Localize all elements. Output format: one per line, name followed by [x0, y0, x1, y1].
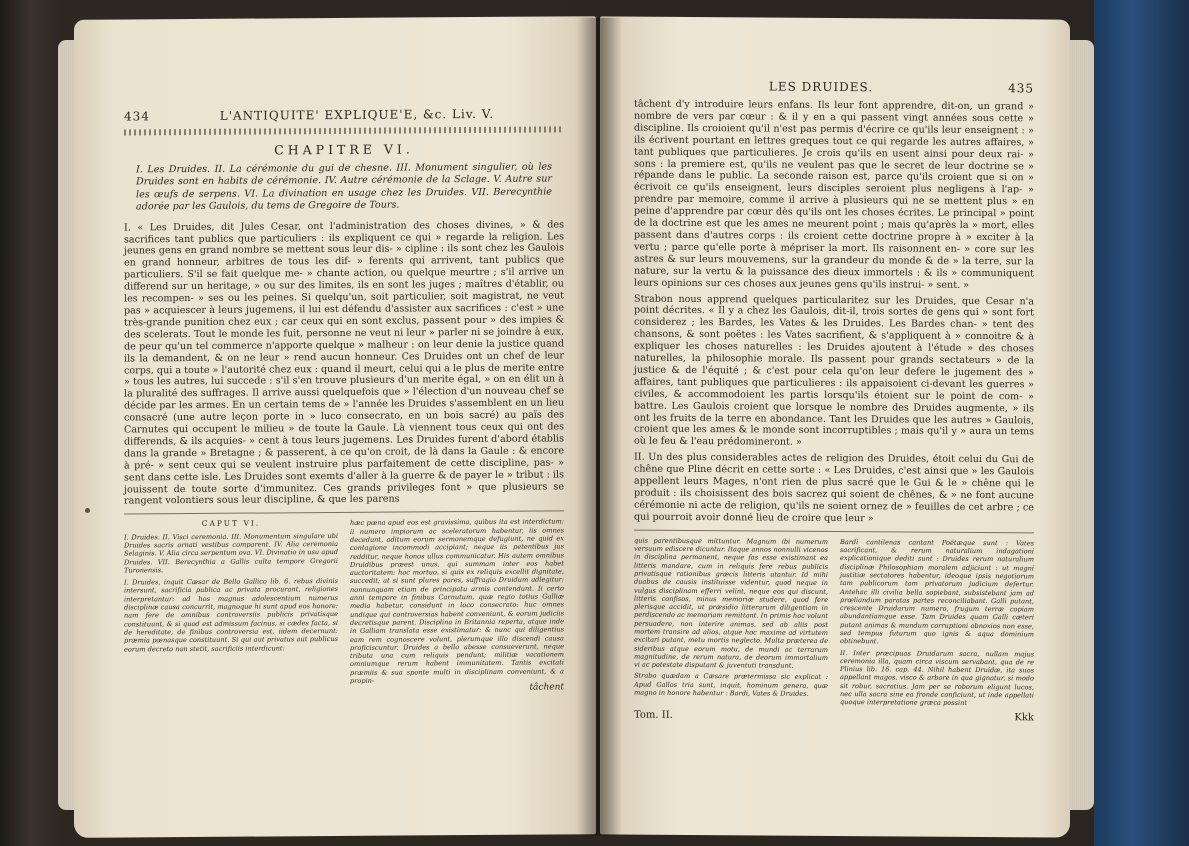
notes-caption: CAPUT VI. — [201, 518, 261, 529]
right-notes — [634, 536, 1034, 708]
notes-text: hæc pœna apud eos est gravissima, quibus ita est interdictum: ii numero impiorum ac sceleratorum habentur, iis omnes decedunt, aditum eorum sermonemque defugiunt, ne quid ex contagione incommodi accipiant; neque iis petentibus jus redditur, neque honos ullus communicatur. His autem omnibus Druidibus præest unus, qui summam inter eos habet auctoritatem: hoc mortuo, si quis ex reliquis excellit dignitate, succedit; at si sunt plures pares, suffragio Druidum adlegitur: nonnunquam etiam de principatu armis contendunt. Ii certo anni tempore in finibus Carnutum, quæ regio totius Galliæ media habetur, considunt in loco consecrato: huc omnes undique qui controversias habent conveniunt, & eorum judiciis decretisque parent. Disciplina in Britannia reperta, atque inde in Galliam translata esse existimatur: & nunc qui diligentius eam rem cognoscere volunt, plerumque illo discendi causa proficiscuntur. Druides a bello abesse consueverunt, neque tributa una cum reliquis pendunt; militiæ vacationem omniumque rerum habent immunitatem. Tantis excitati præmiis & sua sponte multi in disciplinam conveniunt, & a propin- — [350, 517, 564, 685]
right-page-number: 435 — [1008, 81, 1034, 96]
right-page-content — [634, 79, 1034, 723]
left-running-title: L'ANTIQUITE' EXPLIQUE'E, &c. Liv. V. — [219, 106, 495, 123]
notes-text: Strabo quædam a Cæsare prætermissa sic explicat : Apud Gallos tria sunt, inquit, hominum genera, quæ magno in honore habentur : Bardi, Vates & Druides. — [634, 672, 828, 698]
book-binding — [1094, 0, 1189, 846]
right-body-paragraph-1: tâchent d'y introduire leurs enfans. Ils leur font apprendre, dit-on, un grand » nombre de vers par cœur : & il y en a qui passent vingt années sous cette » discipline. Ils croioient qu'il n'est pas permis d'écrire ce qu'ils leur enseignent : » ils écrivent pourtant en lettres greques tout ce qui regarde les autres affaires, » tant publiques que particulieres. Je crois qu'ils en usent ainsi pour deux rai- » sons : la premiere est, qu'ils ne veulent pas que le secret de leur doctrine se » répande dans le public. La seconde raison est, parce qu'ils croient que si on » écrivoit ce qu'ils enseignent, leurs disciples seroient plus negligens à l'ap- » prendre par memoire, comme il arrive à plusieurs qui ne se mettent plus » en peine d'apprendre par cœur dès qu'ils ont les choses écrites. Le principal » point de la doctrine est que les ames ne meurent point ; mais qu'après la » mort, elles passent dans d'autres corps : ils croient cette doctrine propre à » exciter à la vertu ; parce qu'elle porte à mépriser la mort. Ils raisonnent en- » core sur les astres & sur leurs mouvemens, sur la grandeur du monde & de » la terre, sur la nature, sur la vertu & la puissance des dieux immortels : & ils » communiquent leurs opinions sur ces choses aux jeunes gens qu'ils instrui- » sent. » — [634, 98, 1034, 291]
chapter-summary: I. Les Druides. II. La cérémonie du gui de chesne. III. Monument singulier, où les Druides sont en habits de cérémonie. IV. Autre cérémonie de la Sclage. V. Autre sur les œufs de serpens. VI. La divination en usage chez les Druides. VII. Berecynthie adorée par les Gaulois, du tems de Gregoire de Tours. — [136, 161, 552, 213]
left-body-paragraph: I. « Les Druides, dit Jules Cesar, ont l'administration des choses divines, » & des sacrifices tant publics que particuliers : ils expliquent ce qui » regarde la religion. Les jeunes gens en grand nombre se mettent sous leur dis- » cipline : ils sont chez les Gaulois en grand honneur, arbitres de tous les dif- » ferents qui arrivent, tant publics que particuliers. S'il se fait quelque me- » chante action, ou quelque meurtre ; s'il arrive un differend sur un heritage, » ou sur des limites, ils en sont les juges ; maîtres d'établir, ou les recompen- » ses ou les peines. Si quelqu'un, soit particulier, soit magistrat, ne veut pas » acquiescer à leurs jugemens, il lui est défendu d'assister aux sacrifices : c'est » une très-grande punition chez eux ; car ceux qui en sont exclus, passent pour » des impies & des scelerats. Tout le monde les fuit, personne ne veut ni leur » parler ni se joindre à eux, de peur qu'un tel commerce n'apporte quelque » malheur : on leur denie la justice quand ils la demandent, & on ne leur » rend aucun honneur. Ces Druides ont un chef de leur corps, qui a toute » l'autorité chez eux : quand il meurt, celui qui a le plus de merite entre » tous les autres, lui succede : s'il s'en trouve plusieurs d'un merite égal, » on en élit un à la pluralité des suffrages. Il arrive aussi quelquefois que » l'élection d'un nouveau chef se décide par les armes. En un certain tems de » l'année les Druides s'assemblent en un lieu consacré (une autre leçon porte in » luco consecrato, en un bois sacré) au païs des Carnutes qui occupent le milieu » de toute la Gaule. Là viennent tous ceux qui ont des differends, & ils acquies- » cent à tous leurs jugemens. Les Druides furent d'abord établis dans la grande » Bretagne ; & passerent, à ce qu'on croit, de là dans la Gaule : & encore à pré- » sent ceux qui se veulent instruire plus parfaitement de cette discipline, pas- » sent dans cette isle. Les Druides sont exemts d'aller à la guerre & de payer le » tribut : ils jouissent de toute sorte d'immunitez. Ces grands privileges font » que plusieurs se rangent volontiers sous leur discipline, & que les parens — [124, 219, 564, 507]
notes-divider — [124, 511, 564, 515]
volume-signature: Tom. II. — [634, 709, 673, 721]
left-notes — [124, 518, 564, 695]
chapter-heading: CHAPITRE VI. — [274, 141, 414, 158]
left-notes-col-2 — [350, 518, 564, 694]
right-page-foot — [634, 709, 1034, 723]
ornamental-band — [124, 126, 564, 135]
right-running-title: LES DRUIDES. — [768, 79, 874, 95]
right-body-paragraph-3: II. Un des plus considerables actes de religion des Druides, étoit celui du Gui de chêne que Pline décrit en cette sorte : « Les Druides, c'est ainsi que » les Gaulois appellent leurs Mages, n'ont rien de plus sacré que le Gui & le » chêne qui le produit : ils choisissent des bois sacrez qui soient de chênes, & » ne font aucune cérémonie ni acte de religion, qu'ils ne soient ornez de » feuilles de cet arbre ; ce qui pourroit avoir donné lieu de croire que leur » — [634, 451, 1034, 525]
right-notes-col-2 — [840, 538, 1034, 708]
notes-text: quis parentibusque mittuntur. Magnum ibi numerum versuum ediscere dicuntur. Itaque annos nonnulli vicenos in disciplina permanent, neque fas esse existimant ea litteris mandare, cum in reliquis fere rebus publicis privatisque rationibus græcis litteris utantur. Id mihi duabus de causis instituisse videntur, quod neque in vulgus disciplinam efferri velint, neque eos qui discunt, litteris confisos, minus memoriæ studere, quod fere plerisque accidit, ut præsidio litterarum diligentiam in perdiscendo ac memoriam remittant. In primis hoc volunt persuadere, non interire animas, sed ab aliis post mortem transire ad alios, atque hoc maxime ad virtutem excitari putant, metu mortis neglecto. Multa præterea de sideribus atque eorum motu, de mundi ac terrarum magnitudine, de rerum natura, de deorum immortalium vi ac potestate disputant & juventuti transdunt. — [634, 536, 828, 670]
page-mark-dot — [85, 508, 90, 513]
left-page-number: 434 — [124, 109, 150, 124]
notes-summary: I. Druides. II. Visci ceremonia. III. Monumentum singulare ubi Druides sacris ornati vestibus comparent. IV. Alia ceremonia Selaginis. V. Alia circa serpentum ova. VI. Divinatio in usu apud Druides. VII. Berecynthia a Gallis culta tempore Gregorii Turonensis. — [124, 531, 338, 575]
right-body-paragraph-2: Strabon nous apprend quelques particularitez sur les Druides, que Cesar n'a point décrites. « Il y a chez les Gaulois, dit-il, trois sortes de gens qui » sont fort considerez ; les Bardes, les Vates & les Druides. Les Bardes chan- » tent des chansons, & sont poëtes : les Vates sacrifient, & s'appliquent à » connoitre & à expliquer les choses naturelles : les Druides ajoutent à l'étude » des choses naturelles, la philosophie morale. Ils passent pour grands sectateurs » de la justice & de l'équité ; & c'est pour cela qu'on leur defere le jugement des » affaires, tant publiques que particulieres : ils appaisoient ci-devant les guerres » civiles, & accommodoient les partis lorsqu'ils étoient sur le point de com- » battre. Les Gaulois croient que lorsque le nombre des Druides augmente, » ils ont les fruits de la terre en abondance. Tant les Druides que les autres » Gaulois, croient que les ames & le monde sont incorruptibles ; mais qu'il y » aura un tems où le feu & l'eau prédomineront. » — [634, 293, 1034, 449]
left-notes-col-1 — [124, 519, 338, 695]
right-running-head — [634, 79, 1034, 96]
gathering-mark: Kkk — [1014, 711, 1034, 724]
left-page — [74, 16, 596, 838]
notes-text: I. Druides, inquit Cæsar de Bello Gallico lib. 6. rebus divinis intersunt, sacrificia publica ac privata procurant, religiones interpretantur: ad hos magnus adolescentium numerus disciplinæ causa concurrit, magnoque hi sunt apud eos honore: nam fere de omnibus controversiis publicis privatisque constituunt, & si quod est admissum facinus, si cædes facta, si de hereditate, de finibus controversia est, iidem decernunt: præmia pœnasque constituunt. Si qui aut privatus aut publicus eorum decreto non stetit, sacrificiis interdicunt: — [124, 577, 338, 654]
right-notes-col-1 — [634, 536, 828, 706]
notes-text: Bardi cantilenas cantant Poëtæque sunt : Vates sacrificant, & rerum naturalium indagationi explicationique dediti sunt : Druides rerum naturalium disciplinæ Philosophiam moralem adjiciunt : ut magni justitiæ sectatores habentur, ideoque ipsis negotiorum tam publicorum tam privatorum judicium defertur. Antehac illi civilia bella sopiebant, subsistebant jam ad prœliandum paratas partes reconciliabant. Galli putant, crescente Druidarum numero, frugum terræ copiam abundantiamque esse. Tam Druides quam Galli cæteri putant animas & mundum corruptioni obnoxios non esse, sed tempus futurum quo ignis & aqua dominium obtinebunt. — [840, 537, 1034, 646]
left-running-head — [124, 106, 564, 123]
catchword: tâchent — [529, 682, 564, 693]
right-page — [600, 16, 1070, 837]
right-page-edges — [1068, 40, 1094, 810]
notes-divider — [634, 529, 1034, 533]
notes-text: II. Inter præcipuas Druidarum sacra, nullam majus ceremonia illa, quam circa viscum servabant, qua de re Plinius lib. 16. cap. 44. Nihil habent Druidæ, ita suos appellant magos, visco & arbore in qua gignatur, si modo sit robur, sacratius. Jam per se roborum eligunt lucos, nec ulla sacra sine ea fronde conficiunt, ut inde appellati quoque interpretatione græca possint — [840, 648, 1034, 708]
left-page-content — [124, 106, 564, 695]
